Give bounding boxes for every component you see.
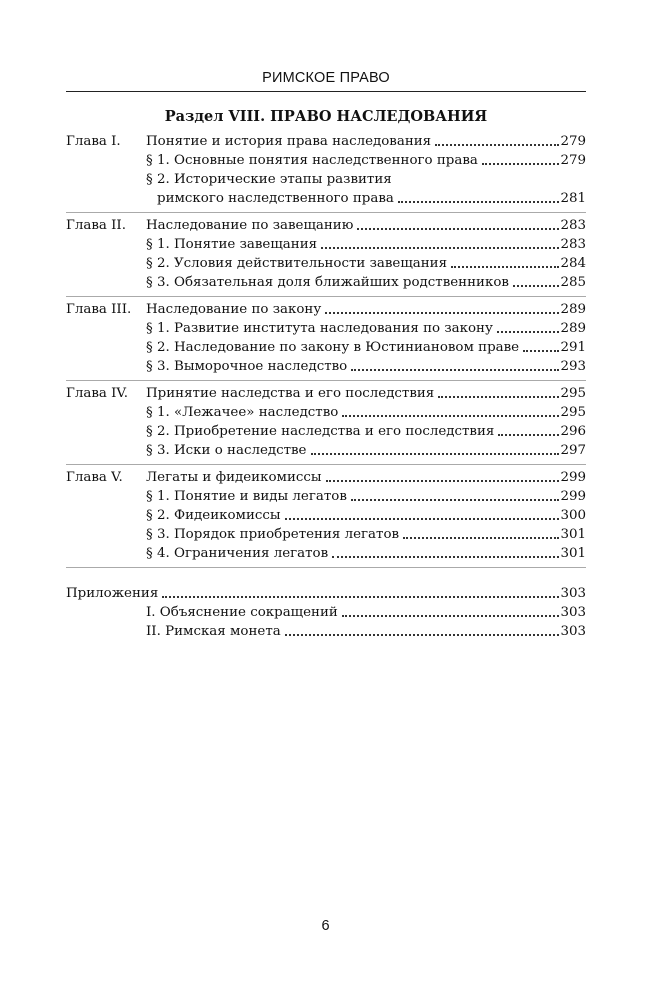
dot-leader bbox=[482, 163, 560, 165]
section-entry-title: § 2. Исторические этапы развития bbox=[146, 172, 392, 187]
section-row[interactable] bbox=[66, 525, 586, 544]
header-rule bbox=[66, 91, 586, 92]
chapter-label: Глава V. bbox=[66, 470, 123, 485]
section-row[interactable] bbox=[66, 506, 586, 525]
page-ref: 301 bbox=[560, 527, 586, 542]
dot-leader bbox=[438, 396, 559, 398]
appendix-item-title: I. Объяснение сокращений bbox=[146, 605, 338, 620]
section-row[interactable] bbox=[66, 403, 586, 422]
chapter-divider bbox=[66, 212, 586, 213]
chapter-label: Глава IV. bbox=[66, 386, 129, 401]
chapter-divider bbox=[66, 296, 586, 297]
page-ref: 297 bbox=[560, 443, 586, 458]
section-entry-title: § 3. Выморочное наследство bbox=[146, 359, 348, 374]
dot-leader bbox=[523, 350, 559, 352]
chapter-title: Наследование по завещанию bbox=[146, 218, 354, 233]
section-row[interactable] bbox=[66, 254, 586, 273]
page-ref: 293 bbox=[560, 359, 586, 374]
chapter-title: Принятие наследства и его последствия bbox=[146, 386, 435, 401]
running-head: РИМСКОЕ ПРАВО bbox=[262, 70, 390, 86]
page-ref: 285 bbox=[560, 275, 586, 290]
dot-leader bbox=[451, 266, 559, 268]
dot-leader bbox=[321, 247, 559, 249]
section-row[interactable] bbox=[66, 151, 586, 170]
section-entry-title: § 3. Обязательная доля ближайших родственников bbox=[146, 275, 509, 290]
section-entry-title: § 4. Ограничения легатов bbox=[146, 546, 329, 561]
page-ref: 299 bbox=[560, 489, 586, 504]
section-row[interactable] bbox=[66, 273, 586, 292]
page-ref: 301 bbox=[560, 546, 586, 561]
page-ref: 300 bbox=[560, 508, 586, 523]
chapter-row[interactable] bbox=[66, 468, 586, 487]
section-entry-title: § 2. Условия действительности завещания bbox=[146, 256, 448, 271]
dot-leader bbox=[162, 596, 559, 598]
chapter-title: Легаты и фидеикомиссы bbox=[146, 470, 322, 485]
chapter-row[interactable] bbox=[66, 132, 586, 151]
dot-leader bbox=[325, 312, 559, 314]
page-ref: 283 bbox=[560, 237, 586, 252]
chapter-divider bbox=[66, 464, 586, 465]
section-entry-title: § 1. Понятие завещания bbox=[146, 237, 318, 252]
dot-leader bbox=[357, 228, 559, 230]
section-entry-title: § 1. «Лежачее» наследство bbox=[146, 405, 339, 420]
section-row[interactable] bbox=[66, 235, 586, 254]
section-entry-title: § 2. Приобретение наследства и его последствия bbox=[146, 424, 495, 439]
chapter-label: Глава I. bbox=[66, 134, 121, 149]
section-entry-title: § 2. Наследование по закону в Юстиниановом праве bbox=[146, 340, 520, 355]
appendix-row[interactable] bbox=[66, 584, 586, 603]
dot-leader bbox=[351, 369, 559, 371]
page-ref: 296 bbox=[560, 424, 586, 439]
page-ref: 303 bbox=[560, 624, 586, 639]
appendix-title: Приложения bbox=[66, 586, 159, 601]
dot-leader bbox=[326, 480, 560, 482]
section-row[interactable] bbox=[66, 487, 586, 506]
chapter-title: Понятие и история права наследования bbox=[146, 134, 432, 149]
page-ref: 279 bbox=[560, 134, 586, 149]
page-ref: 279 bbox=[560, 153, 586, 168]
page-number: 6 bbox=[321, 918, 330, 934]
section-entry-title: § 1. Понятие и виды легатов bbox=[146, 489, 347, 504]
dot-leader bbox=[342, 615, 560, 617]
page-ref: 289 bbox=[560, 302, 586, 317]
section-entry-title: § 3. Порядок приобретения легатов bbox=[146, 527, 400, 542]
chapter-row[interactable] bbox=[66, 300, 586, 319]
section-entry-title-continued: римского наследственного права bbox=[157, 191, 394, 206]
page-ref: 283 bbox=[560, 218, 586, 233]
section-row-first-line[interactable] bbox=[66, 170, 586, 189]
appendix-item-row[interactable] bbox=[66, 603, 586, 622]
section-row[interactable] bbox=[66, 422, 586, 441]
section-row[interactable] bbox=[66, 357, 586, 376]
page-ref: 299 bbox=[560, 470, 586, 485]
chapter-label: Глава II. bbox=[66, 218, 126, 233]
page-ref: 291 bbox=[560, 340, 586, 355]
section-entry-title: § 1. Развитие института наследования по закону bbox=[146, 321, 493, 336]
chapter-row[interactable] bbox=[66, 384, 586, 403]
page-ref: 281 bbox=[560, 191, 586, 206]
table-of-contents bbox=[66, 132, 586, 641]
section-title: Раздел VIII. ПРАВО НАСЛЕДОВАНИЯ bbox=[164, 108, 488, 125]
page-ref: 303 bbox=[560, 605, 586, 620]
chapter-title: Наследование по закону bbox=[146, 302, 322, 317]
page-ref: 289 bbox=[560, 321, 586, 336]
page-ref: 284 bbox=[560, 256, 586, 271]
section-row[interactable] bbox=[66, 319, 586, 338]
section-entry-title: § 3. Иски о наследстве bbox=[146, 443, 307, 458]
dot-leader bbox=[497, 331, 560, 333]
section-row[interactable] bbox=[66, 189, 586, 208]
dot-leader bbox=[351, 499, 560, 501]
section-entry-title: § 2. Фидеикомиссы bbox=[146, 508, 281, 523]
section-row[interactable] bbox=[66, 544, 586, 563]
page-ref: 303 bbox=[560, 586, 586, 601]
page-ref: 295 bbox=[560, 405, 586, 420]
page-ref: 295 bbox=[560, 386, 586, 401]
dot-leader bbox=[513, 285, 560, 287]
section-entry-title: § 1. Основные понятия наследственного права bbox=[146, 153, 478, 168]
section-row[interactable] bbox=[66, 441, 586, 460]
chapter-row[interactable] bbox=[66, 216, 586, 235]
chapter-label: Глава III. bbox=[66, 302, 132, 317]
section-row[interactable] bbox=[66, 338, 586, 357]
dot-leader bbox=[311, 453, 560, 455]
dot-leader bbox=[342, 415, 559, 417]
dot-leader bbox=[398, 201, 560, 203]
dot-leader bbox=[435, 144, 559, 146]
dot-leader bbox=[285, 634, 560, 636]
dot-leader bbox=[332, 556, 559, 558]
chapter-divider bbox=[66, 567, 586, 568]
dot-leader bbox=[498, 434, 559, 436]
dot-leader bbox=[285, 518, 560, 520]
appendix-item-title: II. Римская монета bbox=[146, 624, 281, 639]
dot-leader bbox=[403, 537, 559, 539]
chapter-divider bbox=[66, 380, 586, 381]
appendix-item-row[interactable] bbox=[66, 622, 586, 641]
